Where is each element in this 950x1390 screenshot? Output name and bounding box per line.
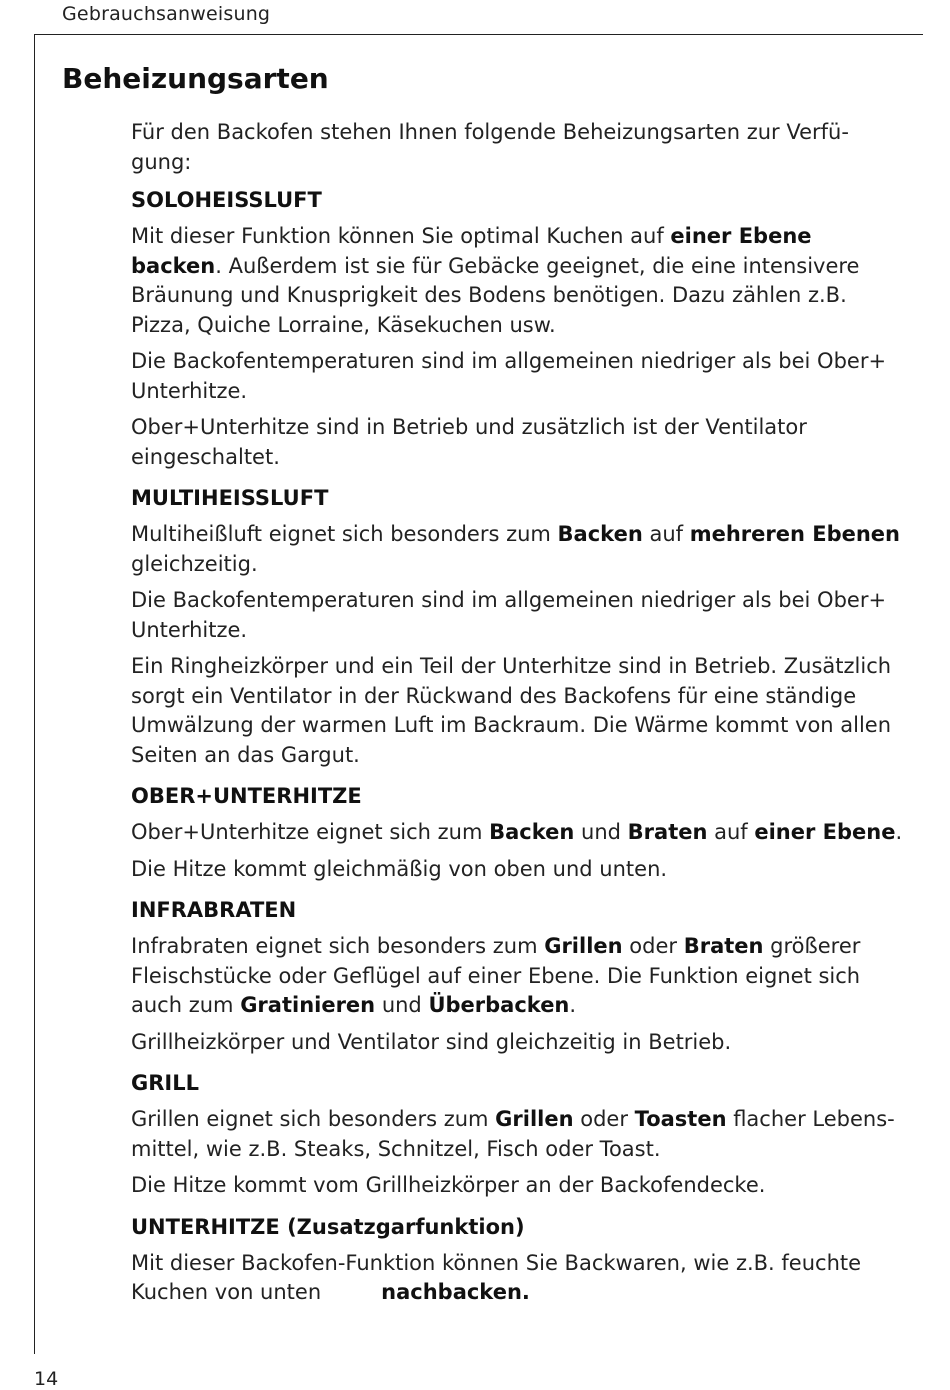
infrabraten-paragraph-1 [131,932,906,1021]
text-run: Mit dieser Funktion können Sie optimal Kuchen auf [131,224,671,248]
text-run: auf [642,522,690,546]
bold-run: Backen [557,522,643,546]
bold-run: Braten [683,934,764,958]
bold-run: einer Ebene [754,820,896,844]
bold-run: nachbacken. [381,1280,530,1304]
bold-run: Backen [489,820,575,844]
grill-paragraph-1 [131,1105,906,1164]
heading-multiheissluft: MULTIHEISSLUFT [131,486,329,510]
heading-grill: GRILL [131,1071,199,1095]
text-run: gleichzeitig. [131,551,258,576]
text-run: . [895,820,903,844]
soloheissluft-paragraph-3: Ober+Unterhitze sind in Betrieb und zusätzlich ist der Ventilator eingeschaltet. [131,415,807,469]
margin-rule [34,34,35,1354]
bold-run: Gratinieren [240,993,376,1017]
ober-unterhitze-paragraph-1 [131,818,906,848]
text-run: und [375,993,429,1017]
bold-run: mehreren Ebenen [689,522,901,546]
multiheissluft-paragraph-1 [131,520,906,579]
infrabraten-paragraph-2: Grillheizkörper und Ventilator sind gleichzeitig in Betrieb. [131,1029,732,1054]
page-title: Beheizungsarten [62,62,329,95]
heading-ober-unterhitze: OBER+UNTERHITZE [131,784,362,808]
bold-run: einer Ebene backen [131,224,812,278]
text-run: oder [622,934,684,958]
text-run: und [574,820,628,844]
multiheissluft-paragraph-3: Ein Ringheizkörper und ein Teil der Unterhitze sind in Betrieb. Zusätzlich sorgt ein Ventilator in der Rückwand des Backofens für eine ständige Umwälzung der warmen Luft im Backraum. Die Wärme kommt von allen Seiten an das Gargut. [131,654,892,767]
main-content [131,118,906,1315]
header-rule [34,34,923,35]
text-run: Grillen eignet sich besonders zum [131,1107,496,1131]
multiheissluft-paragraph-2: Die Backofentemperaturen sind im allgemeinen niedriger als bei Ober+ Unterhitze. [131,588,887,642]
text-run: flacher Lebens-mittel, wie z.B. Steaks, Schnitzel, Fisch oder Toast. [131,1107,895,1161]
bold-run: Braten [627,820,708,844]
text-run: Multiheißluft eignet sich besonders zum [131,522,558,546]
bold-run: Toasten [634,1107,727,1131]
text-run: Infrabraten eignet sich besonders zum [131,934,545,958]
intro-line-2: gung: [131,149,192,174]
text-run: auf [707,820,755,844]
soloheissluft-paragraph-1 [131,222,906,340]
bold-run: Grillen [495,1107,574,1131]
soloheissluft-paragraph-2: Die Backofentemperaturen sind im allgemeinen niedriger als bei Ober+ Unterhitze. [131,349,887,403]
running-header: Gebrauchsanweisung [62,3,271,25]
unterhitze-paragraph-1 [131,1249,906,1308]
text-run: größerer Fleischstücke oder Geflügel auf einer Ebene. Die Funktion eignet sich auch zum [131,934,861,1017]
intro-paragraph [131,118,906,177]
text-run: Ober+Unterhitze eignet sich zum [131,820,490,844]
text-run: oder [573,1107,635,1131]
text-run: Mit dieser Backofen-Funktion können Sie Backwaren, wie z.B. feuchte Kuchen von unten [131,1250,862,1304]
bold-run: Grillen [544,934,623,958]
heading-unterhitze: UNTERHITZE (Zusatzgarfunktion) [131,1214,525,1239]
page-number: 14 [34,1368,59,1390]
grill-paragraph-2: Die Hitze kommt vom Grillheizkörper an der Backofendecke. [131,1173,766,1197]
text-run: . Außerdem ist sie für Gebäcke geeignet, die eine intensivere Bräunung und Knusprigkeit des Bodens benötigen. Dazu zählen z.B. Pizza, Quiche Lorraine, Käsekuchen usw. [131,253,860,337]
heading-infrabraten: INFRABRATEN [131,898,297,922]
text-run: . [569,993,577,1017]
bold-run: Überbacken [428,993,570,1017]
intro-line-1: Für den Backofen stehen Ihnen folgende Beheizungsarten zur Verfü- [131,120,849,144]
ober-unterhitze-paragraph-2: Die Hitze kommt gleichmäßig von oben und unten. [131,856,668,881]
heading-soloheissluft: SOLOHEISSLUFT [131,188,322,212]
